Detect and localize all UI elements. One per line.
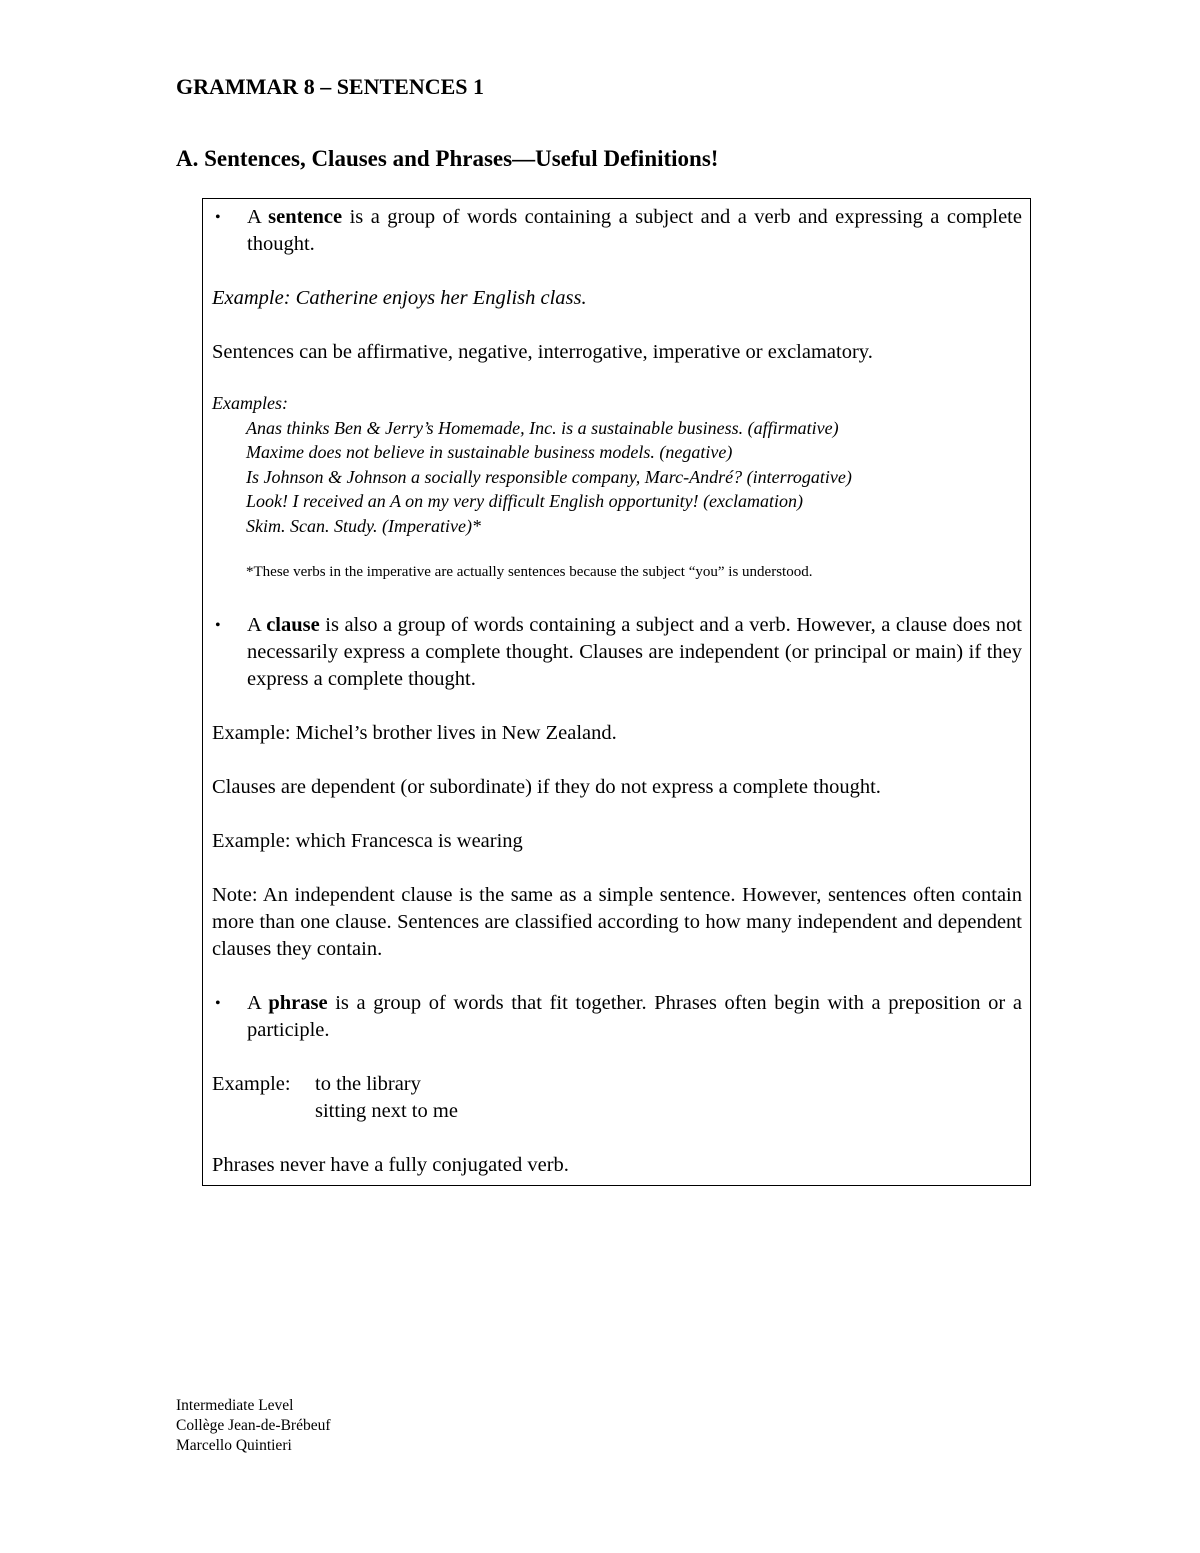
sentence-types: Sentences can be affirmative, negative, interrogative, imperative or exclamatory. bbox=[212, 341, 873, 363]
examples-label: Examples: bbox=[212, 393, 288, 413]
definitions-content bbox=[212, 204, 1022, 1179]
phrase-example bbox=[212, 1071, 1022, 1125]
sentence-post: is a group of words containing a subject and a verb and expressing a complete thought. bbox=[247, 206, 1022, 255]
footer-author: Marcello Quintieri bbox=[176, 1437, 292, 1454]
phrase-example-label: Example: bbox=[212, 1073, 291, 1095]
phrase-example-line-1: to the library bbox=[315, 1073, 421, 1095]
clause-definition bbox=[212, 612, 1022, 693]
example-exclamation: Look! I received an A on my very difficult English opportunity! (exclamation) bbox=[246, 491, 804, 511]
clause-pre: A bbox=[247, 614, 267, 636]
phrase-closing: Phrases never have a fully conjugated verb. bbox=[212, 1154, 569, 1176]
clause-post: is also a group of words containing a subject and a verb. However, a clause does not necessarily express a complete thought. Clauses are independent (or principal or main) if they express a complete thought. bbox=[247, 614, 1022, 690]
clause-note: Note: An independent clause is the same as a simple sentence. However, sentences often contain more than one clause. Sentences are classified according to how many independent and dependent clauses they contain. bbox=[212, 884, 1022, 960]
phrase-definition bbox=[212, 990, 1022, 1044]
footer-level: Intermediate Level bbox=[176, 1397, 294, 1414]
phrase-example-line-2: sitting next to me bbox=[315, 1100, 458, 1122]
phrase-pre: A bbox=[247, 992, 269, 1014]
sentence-examples-list bbox=[212, 416, 1022, 539]
phrase-term: phrase bbox=[268, 992, 328, 1014]
phrase-post: is a group of words that fit together. Phrases often begin with a preposition or a participle. bbox=[247, 992, 1022, 1041]
bullet-icon: • bbox=[215, 617, 221, 634]
bullet-icon: • bbox=[215, 209, 221, 226]
sentence-pre: A bbox=[247, 206, 269, 228]
clause-term: clause bbox=[266, 614, 320, 636]
section-heading-text: Sentences, Clauses and Phrases—Useful Definitions! bbox=[198, 146, 719, 171]
page-footer bbox=[176, 1396, 331, 1456]
clause-example-independent: Example: Michel’s brother lives in New Zealand. bbox=[212, 722, 617, 744]
section-letter: A. bbox=[176, 146, 199, 171]
page-title: GRAMMAR 8 – SENTENCES 1 bbox=[176, 74, 485, 99]
sentence-example: Example: Catherine enjoys her English class. bbox=[212, 287, 587, 309]
example-negative: Maxime does not believe in sustainable business models. (negative) bbox=[246, 442, 733, 462]
definitions-box bbox=[202, 198, 1031, 1186]
example-interrogative: Is Johnson & Johnson a socially responsible company, Marc-André? (interrogative) bbox=[246, 466, 852, 487]
clause-example-dependent: Example: which Francesca is wearing bbox=[212, 830, 523, 852]
bullet-icon: • bbox=[215, 995, 221, 1012]
sentence-definition bbox=[212, 204, 1022, 258]
section-heading bbox=[176, 144, 718, 174]
imperative-footnote: *These verbs in the imperative are actually sentences because the subject “you” is understood. bbox=[246, 564, 813, 580]
footer-school: Collège Jean-de-Brébeuf bbox=[176, 1417, 331, 1434]
sentence-term: sentence bbox=[268, 206, 343, 228]
example-imperative: Skim. Scan. Study. (Imperative)* bbox=[246, 515, 481, 536]
clause-dependent-definition: Clauses are dependent (or subordinate) if they do not express a complete thought. bbox=[212, 776, 881, 798]
example-affirmative: Anas thinks Ben & Jerry’s Homemade, Inc. is a sustainable business. (affirmative) bbox=[246, 417, 839, 438]
